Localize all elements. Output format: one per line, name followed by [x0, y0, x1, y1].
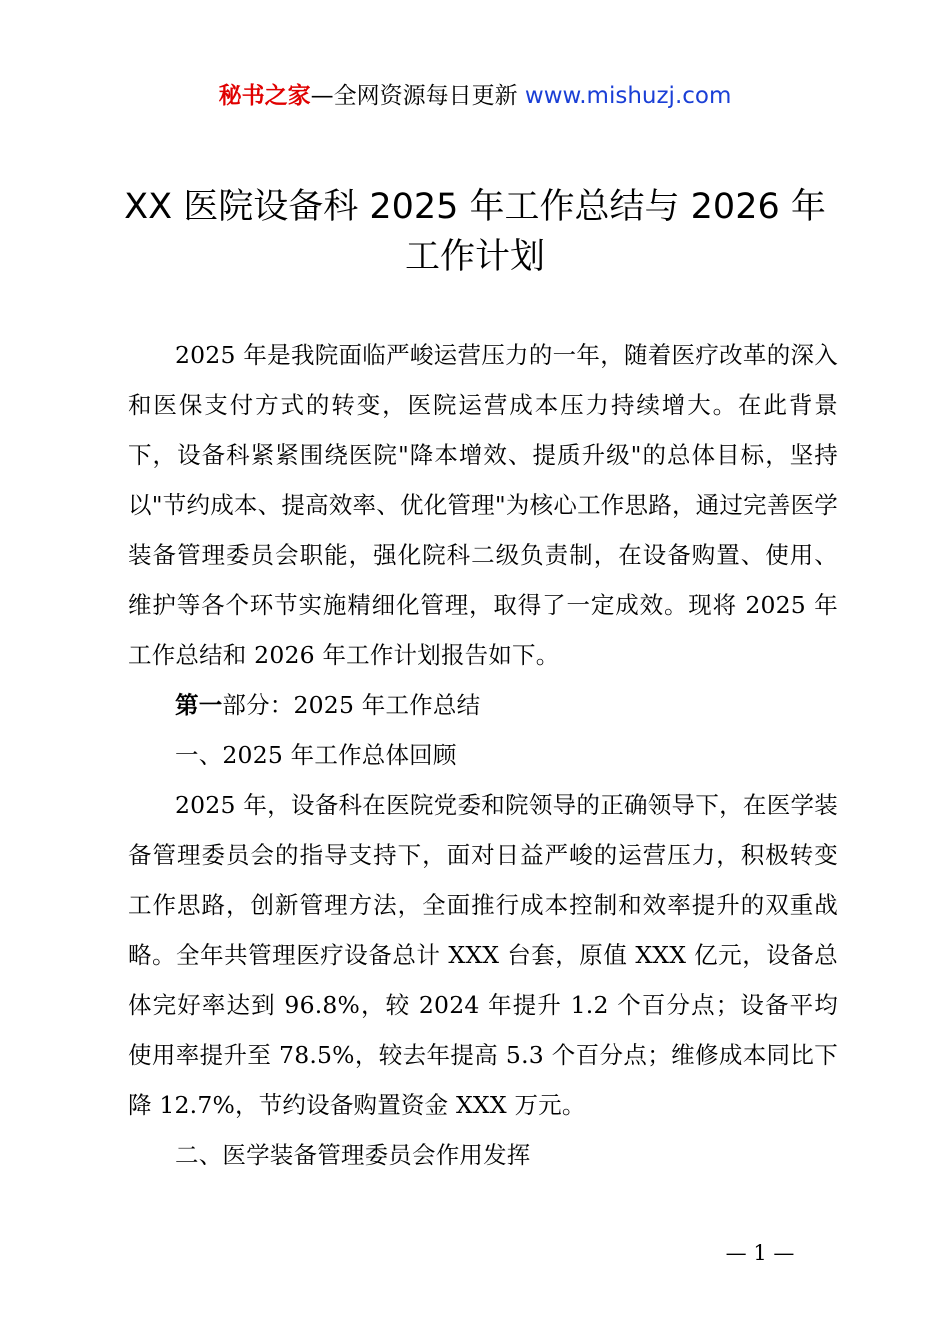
- part-one-heading-bold: 第一: [175, 691, 223, 719]
- intro-paragraph: 2025 年是我院面临严峻运营压力的一年，随着医疗改革的深入和医保支付方式的转变，医院运营成本压力持续增大。在此背景下，设备科紧紧围绕医院"降本增效、提质升级"的总体目标，坚持以"节约成本、提高效率、优化管理"为核心工作思路，通过完善医学装备管理委员会职能，强化院科二级负责制，在设备购置、使用、维护等各个环节实施精细化管理，取得了一定成效。现将 2025 年工作总结和 2026 年工作计划报告如下。: [128, 341, 838, 669]
- page-number: — 1 —: [725, 1241, 795, 1265]
- document-body: [128, 330, 838, 1180]
- review-paragraph: 2025 年，设备科在医院党委和院领导的正确领导下，在医学装备管理委员会的指导支持下，面对日益严峻的运营压力，积极转变工作思路，创新管理方法，全面推行成本控制和效率提升的双重战略。全年共管理医疗设备总计 XXX 台套，原值 XXX 亿元，设备总体完好率达到 96.8%，较 2024 年提升 1.2 个百分点；设备平均使用率提升至 78.5%，较去年提高 5.3 个百分点；维修成本同比下降 12.7%，节约设备购置资金 XXX 万元。: [128, 791, 838, 1119]
- part-one-heading-text: 部分：2025 年工作总结: [222, 691, 481, 719]
- document-title: XX 医院设备科 2025 年工作总结与 2026 年工作计划: [124, 187, 826, 277]
- section-two-heading: 二、医学装备管理委员会作用发挥: [175, 1141, 531, 1169]
- header-brand: 秘书之家: [218, 83, 311, 109]
- part-one-heading: [128, 680, 838, 730]
- site-header: [0, 78, 950, 114]
- section-one-heading: 一、2025 年工作总体回顾: [175, 741, 457, 769]
- header-tagline: —全网资源每日更新: [310, 83, 525, 109]
- header-url[interactable]: www.mishuzj.com: [524, 83, 732, 109]
